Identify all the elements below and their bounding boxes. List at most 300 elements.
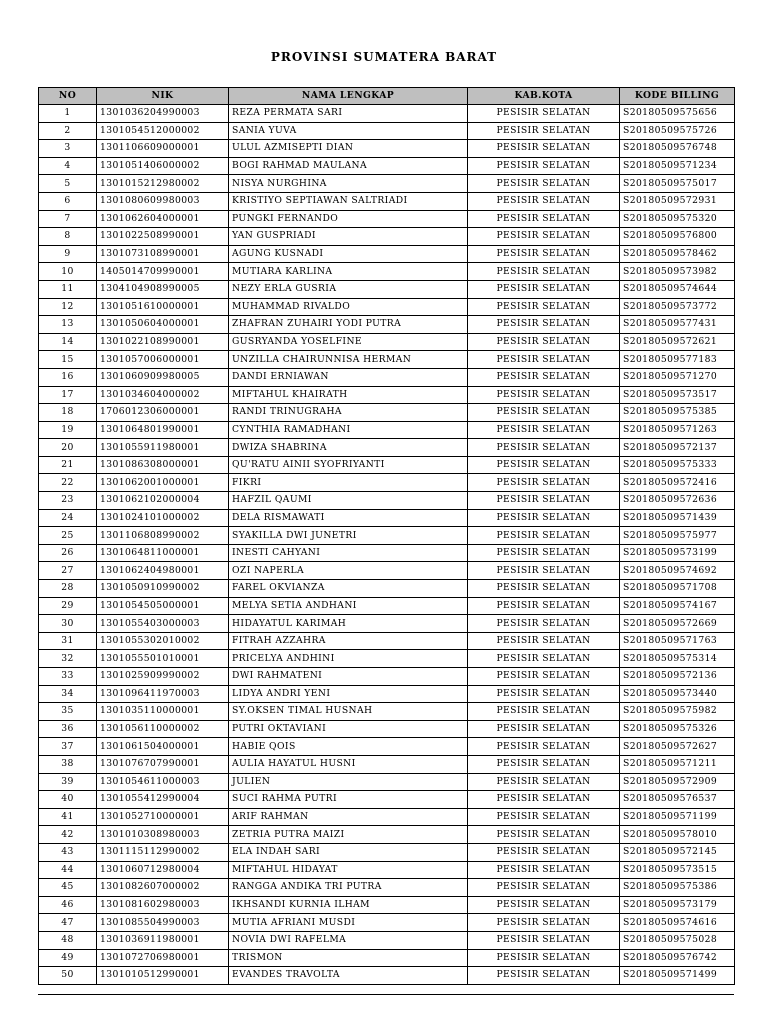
cell-kode-billing: S20180509575326 (620, 720, 735, 738)
table-row (39, 298, 735, 316)
cell-kode-billing: S20180509576742 (620, 949, 735, 967)
cell-kab-kota: PESISIR SELATAN (468, 562, 620, 580)
cell-name: ELA INDAH SARI (229, 843, 468, 861)
cell-no: 42 (39, 826, 97, 844)
cell-kode-billing: S20180509575656 (620, 105, 735, 123)
cell-kode-billing: S20180509571439 (620, 509, 735, 527)
cell-kab-kota: PESISIR SELATAN (468, 439, 620, 457)
cell-kab-kota: PESISIR SELATAN (468, 967, 620, 985)
cell-nik: 1301034604000002 (97, 386, 229, 404)
cell-nik: 1301073108990001 (97, 245, 229, 263)
cell-name: FIKRI (229, 474, 468, 492)
cell-kode-billing: S20180509574644 (620, 280, 735, 298)
table-row (39, 316, 735, 334)
cell-name: MELYA SETIA ANDHANI (229, 597, 468, 615)
cell-no: 29 (39, 597, 97, 615)
cell-name: AULIA HAYATUL HUSNI (229, 755, 468, 773)
cell-no: 38 (39, 755, 97, 773)
cell-kode-billing: S20180509572416 (620, 474, 735, 492)
cell-no: 14 (39, 333, 97, 351)
cell-kode-billing: S20180509575982 (620, 703, 735, 721)
cell-kab-kota: PESISIR SELATAN (468, 280, 620, 298)
table-row (39, 122, 735, 140)
cell-no: 10 (39, 263, 97, 281)
table-row (39, 386, 735, 404)
cell-name: BOGI RAHMAD MAULANA (229, 157, 468, 175)
cell-kode-billing: S20180509571263 (620, 421, 735, 439)
cell-name: NEZY ERLA GUSRIA (229, 280, 468, 298)
cell-no: 27 (39, 562, 97, 580)
cell-kode-billing: S20180509573517 (620, 386, 735, 404)
cell-nik: 1301064801990001 (97, 421, 229, 439)
cell-nik: 1301022108990001 (97, 333, 229, 351)
table-row (39, 931, 735, 949)
cell-nik: 1301060909980005 (97, 368, 229, 386)
cell-no: 30 (39, 615, 97, 633)
table-row (39, 192, 735, 210)
cell-kab-kota: PESISIR SELATAN (468, 298, 620, 316)
cell-name: FITRAH AZZAHRA (229, 632, 468, 650)
cell-name: EVANDES TRAVOLTA (229, 967, 468, 985)
table-body (39, 105, 735, 985)
cell-kode-billing: S20180509575028 (620, 931, 735, 949)
cell-kode-billing: S20180509571499 (620, 967, 735, 985)
cell-no: 35 (39, 703, 97, 721)
cell-nik: 1301055403000003 (97, 615, 229, 633)
cell-name: CYNTHIA RAMADHANI (229, 421, 468, 439)
cell-kab-kota: PESISIR SELATAN (468, 263, 620, 281)
table-row (39, 615, 735, 633)
cell-kode-billing: S20180509575726 (620, 122, 735, 140)
cell-no: 22 (39, 474, 97, 492)
cell-kode-billing: S20180509573199 (620, 544, 735, 562)
cell-kab-kota: PESISIR SELATAN (468, 122, 620, 140)
cell-nik: 1301035110000001 (97, 703, 229, 721)
cell-name: DWI RAHMATENI (229, 668, 468, 686)
cell-nik: 1301010512990001 (97, 967, 229, 985)
cell-name: DWIZA SHABRINA (229, 439, 468, 457)
cell-kab-kota: PESISIR SELATAN (468, 245, 620, 263)
cell-kab-kota: PESISIR SELATAN (468, 650, 620, 668)
cell-no: 19 (39, 421, 97, 439)
header-kab-kota: KAB.KOTA (468, 88, 620, 105)
cell-kab-kota: PESISIR SELATAN (468, 509, 620, 527)
cell-nik: 1301036911980001 (97, 931, 229, 949)
cell-nik: 1301015212980002 (97, 175, 229, 193)
cell-no: 9 (39, 245, 97, 263)
cell-name: AGUNG KUSNADI (229, 245, 468, 263)
table-row (39, 527, 735, 545)
cell-nik: 1301106808990002 (97, 527, 229, 545)
cell-no: 49 (39, 949, 97, 967)
cell-no: 6 (39, 192, 97, 210)
table-row (39, 439, 735, 457)
cell-kab-kota: PESISIR SELATAN (468, 544, 620, 562)
cell-kode-billing: S20180509578462 (620, 245, 735, 263)
cell-kode-billing: S20180509572621 (620, 333, 735, 351)
cell-name: HABIE QOIS (229, 738, 468, 756)
cell-nik: 1301036204990003 (97, 105, 229, 123)
table-row (39, 967, 735, 985)
table-row (39, 791, 735, 809)
cell-kode-billing: S20180509575385 (620, 404, 735, 422)
cell-no: 21 (39, 456, 97, 474)
cell-nik: 1301054512000002 (97, 122, 229, 140)
cell-nik: 1301052710000001 (97, 808, 229, 826)
cell-name: JULIEN (229, 773, 468, 791)
cell-nik: 1301060712980004 (97, 861, 229, 879)
cell-name: SUCI RAHMA PUTRI (229, 791, 468, 809)
cell-kode-billing: S20180509575017 (620, 175, 735, 193)
cell-no: 39 (39, 773, 97, 791)
cell-name: MUTIA AFRIANI MUSDI (229, 914, 468, 932)
header-name: NAMA LENGKAP (229, 88, 468, 105)
cell-no: 48 (39, 931, 97, 949)
cell-nik: 1405014709990001 (97, 263, 229, 281)
cell-nik: 1301050910990002 (97, 580, 229, 598)
cell-no: 40 (39, 791, 97, 809)
cell-no: 44 (39, 861, 97, 879)
cell-kode-billing: S20180509571211 (620, 755, 735, 773)
table-row (39, 456, 735, 474)
table-row (39, 210, 735, 228)
cell-kode-billing: S20180509572627 (620, 738, 735, 756)
cell-no: 2 (39, 122, 97, 140)
table-row (39, 720, 735, 738)
table-row (39, 368, 735, 386)
cell-nik: 1301054611000003 (97, 773, 229, 791)
cell-name: YAN GUSPRIADI (229, 228, 468, 246)
cell-name: GUSRYANDA YOSELFINE (229, 333, 468, 351)
cell-name: MIFTAHUL KHAIRATH (229, 386, 468, 404)
cell-name: DANDI ERNIAWAN (229, 368, 468, 386)
header-no: NO (39, 88, 97, 105)
table-row (39, 544, 735, 562)
cell-no: 45 (39, 879, 97, 897)
cell-kode-billing: S20180509571708 (620, 580, 735, 598)
cell-nik: 1301062102000004 (97, 492, 229, 510)
cell-kab-kota: PESISIR SELATAN (468, 949, 620, 967)
cell-kab-kota: PESISIR SELATAN (468, 808, 620, 826)
cell-nik: 1301055412990004 (97, 791, 229, 809)
cell-kab-kota: PESISIR SELATAN (468, 140, 620, 158)
table-row (39, 896, 735, 914)
cell-kode-billing: S20180509572636 (620, 492, 735, 510)
cell-kab-kota: PESISIR SELATAN (468, 175, 620, 193)
cell-kab-kota: PESISIR SELATAN (468, 597, 620, 615)
cell-kode-billing: S20180509573772 (620, 298, 735, 316)
cell-nik: 1706012306000001 (97, 404, 229, 422)
billing-table (38, 87, 735, 985)
cell-no: 16 (39, 368, 97, 386)
cell-kab-kota: PESISIR SELATAN (468, 456, 620, 474)
table-row (39, 421, 735, 439)
cell-name: SYAKILLA DWI JUNETRI (229, 527, 468, 545)
table-row (39, 562, 735, 580)
cell-name: DELA RISMAWATI (229, 509, 468, 527)
cell-name: PRICELYA ANDHINI (229, 650, 468, 668)
cell-kab-kota: PESISIR SELATAN (468, 474, 620, 492)
cell-kode-billing: S20180509574616 (620, 914, 735, 932)
cell-kab-kota: PESISIR SELATAN (468, 896, 620, 914)
cell-nik: 1301061504000001 (97, 738, 229, 756)
cell-name: IKHSANDI KURNIA ILHAM (229, 896, 468, 914)
cell-kode-billing: S20180509578010 (620, 826, 735, 844)
table-row (39, 245, 735, 263)
cell-kode-billing: S20180509576748 (620, 140, 735, 158)
cell-kab-kota: PESISIR SELATAN (468, 791, 620, 809)
cell-kab-kota: PESISIR SELATAN (468, 527, 620, 545)
cell-kode-billing: S20180509572137 (620, 439, 735, 457)
cell-nik: 1301051406000002 (97, 157, 229, 175)
cell-name: QU'RATU AINII SYOFRIYANTI (229, 456, 468, 474)
cell-no: 34 (39, 685, 97, 703)
cell-no: 46 (39, 896, 97, 914)
cell-no: 12 (39, 298, 97, 316)
cell-no: 43 (39, 843, 97, 861)
cell-kab-kota: PESISIR SELATAN (468, 720, 620, 738)
table-header-row (39, 88, 735, 105)
cell-nik: 1301022508990001 (97, 228, 229, 246)
cell-nik: 1301082607000002 (97, 879, 229, 897)
page-title: PROVINSI SUMATERA BARAT (270, 50, 498, 64)
cell-kab-kota: PESISIR SELATAN (468, 421, 620, 439)
cell-kode-billing: S20180509573982 (620, 263, 735, 281)
cell-nik: 1301106609000001 (97, 140, 229, 158)
cell-nik: 1301010308980003 (97, 826, 229, 844)
cell-name: PUTRI OKTAVIANI (229, 720, 468, 738)
cell-kode-billing: S20180509572669 (620, 615, 735, 633)
cell-kab-kota: PESISIR SELATAN (468, 615, 620, 633)
cell-name: PUNGKI FERNANDO (229, 210, 468, 228)
cell-kab-kota: PESISIR SELATAN (468, 668, 620, 686)
table-row (39, 843, 735, 861)
cell-name: ULUL AZMISEPTI DIAN (229, 140, 468, 158)
table-row (39, 949, 735, 967)
header-nik: NIK (97, 88, 229, 105)
cell-kode-billing: S20180509573515 (620, 861, 735, 879)
cell-kab-kota: PESISIR SELATAN (468, 738, 620, 756)
cell-nik: 1301055911980001 (97, 439, 229, 457)
cell-kab-kota: PESISIR SELATAN (468, 685, 620, 703)
table-row (39, 157, 735, 175)
cell-no: 11 (39, 280, 97, 298)
table-row (39, 509, 735, 527)
cell-kode-billing: S20180509574692 (620, 562, 735, 580)
table-row (39, 474, 735, 492)
cell-name: KRISTIYO SEPTIAWAN SALTRIADI (229, 192, 468, 210)
cell-name: TRISMON (229, 949, 468, 967)
cell-name: ARIF RAHMAN (229, 808, 468, 826)
table-row (39, 632, 735, 650)
cell-name: SANIA YUVA (229, 122, 468, 140)
cell-name: OZI NAPERLA (229, 562, 468, 580)
cell-kab-kota: PESISIR SELATAN (468, 368, 620, 386)
cell-kode-billing: S20180509576800 (620, 228, 735, 246)
cell-name: MIFTAHUL HIDAYAT (229, 861, 468, 879)
cell-name: HIDAYATUL KARIMAH (229, 615, 468, 633)
cell-nik: 1301062604000001 (97, 210, 229, 228)
cell-name: MUTIARA KARLINA (229, 263, 468, 281)
cell-kab-kota: PESISIR SELATAN (468, 931, 620, 949)
table-row (39, 685, 735, 703)
cell-nik: 1301080609980003 (97, 192, 229, 210)
cell-kab-kota: PESISIR SELATAN (468, 210, 620, 228)
cell-kab-kota: PESISIR SELATAN (468, 703, 620, 721)
cell-nik: 1301057006000001 (97, 351, 229, 369)
cell-kab-kota: PESISIR SELATAN (468, 773, 620, 791)
cell-kode-billing: S20180509571199 (620, 808, 735, 826)
cell-kab-kota: PESISIR SELATAN (468, 316, 620, 334)
cell-no: 7 (39, 210, 97, 228)
cell-name: REZA PERMATA SARI (229, 105, 468, 123)
cell-no: 32 (39, 650, 97, 668)
cell-name: RANGGA ANDIKA TRI PUTRA (229, 879, 468, 897)
cell-kode-billing: S20180509575333 (620, 456, 735, 474)
cell-no: 17 (39, 386, 97, 404)
cell-kab-kota: PESISIR SELATAN (468, 861, 620, 879)
cell-nik: 1301072706980001 (97, 949, 229, 967)
cell-no: 23 (39, 492, 97, 510)
cell-kab-kota: PESISIR SELATAN (468, 632, 620, 650)
cell-kab-kota: PESISIR SELATAN (468, 843, 620, 861)
cell-nik: 1301086308000001 (97, 456, 229, 474)
table-row (39, 492, 735, 510)
cell-kode-billing: S20180509571270 (620, 368, 735, 386)
table-row (39, 105, 735, 123)
table-row (39, 263, 735, 281)
cell-no: 18 (39, 404, 97, 422)
cell-kab-kota: PESISIR SELATAN (468, 105, 620, 123)
cell-no: 20 (39, 439, 97, 457)
table-row (39, 280, 735, 298)
cell-nik: 1301055501010001 (97, 650, 229, 668)
cell-name: ZETRIA PUTRA MAIZI (229, 826, 468, 844)
cell-nik: 1301085504990003 (97, 914, 229, 932)
cell-nik: 1304104908990005 (97, 280, 229, 298)
cell-kab-kota: PESISIR SELATAN (468, 333, 620, 351)
cell-no: 25 (39, 527, 97, 545)
table-row (39, 879, 735, 897)
cell-no: 33 (39, 668, 97, 686)
cell-nik: 1301062001000001 (97, 474, 229, 492)
cell-no: 50 (39, 967, 97, 985)
table-row (39, 826, 735, 844)
table-row (39, 333, 735, 351)
cell-kode-billing: S20180509571763 (620, 632, 735, 650)
cell-no: 8 (39, 228, 97, 246)
table-row (39, 738, 735, 756)
cell-no: 37 (39, 738, 97, 756)
cell-kab-kota: PESISIR SELATAN (468, 879, 620, 897)
cell-nik: 1301062404980001 (97, 562, 229, 580)
cell-kode-billing: S20180509571234 (620, 157, 735, 175)
cell-name: SY.OKSEN TIMAL HUSNAH (229, 703, 468, 721)
cell-nik: 1301064811000001 (97, 544, 229, 562)
table-row (39, 650, 735, 668)
cell-nik: 1301081602980003 (97, 896, 229, 914)
cell-name: HAFZIL QAUMI (229, 492, 468, 510)
cell-name: FAREL OKVIANZA (229, 580, 468, 598)
header-kode-billing: KODE BILLING (620, 88, 735, 105)
table-row (39, 703, 735, 721)
cell-kode-billing: S20180509573440 (620, 685, 735, 703)
table-row (39, 228, 735, 246)
cell-nik: 1301055302010002 (97, 632, 229, 650)
cell-kode-billing: S20180509573179 (620, 896, 735, 914)
cell-name: UNZILLA CHAIRUNNISA HERMAN (229, 351, 468, 369)
table-row (39, 808, 735, 826)
cell-no: 47 (39, 914, 97, 932)
cell-nik: 1301054505000001 (97, 597, 229, 615)
cell-name: NISYA NURGHINA (229, 175, 468, 193)
cell-kab-kota: PESISIR SELATAN (468, 192, 620, 210)
cell-kab-kota: PESISIR SELATAN (468, 386, 620, 404)
cell-name: ZHAFRAN ZUHAIRI YODI PUTRA (229, 316, 468, 334)
cell-name: INESTI CAHYANI (229, 544, 468, 562)
cell-kab-kota: PESISIR SELATAN (468, 404, 620, 422)
cell-no: 31 (39, 632, 97, 650)
table-row (39, 755, 735, 773)
cell-no: 36 (39, 720, 97, 738)
cell-no: 41 (39, 808, 97, 826)
cell-no: 5 (39, 175, 97, 193)
cell-kode-billing: S20180509575320 (620, 210, 735, 228)
cell-kode-billing: S20180509572136 (620, 668, 735, 686)
cell-kab-kota: PESISIR SELATAN (468, 914, 620, 932)
table-row (39, 580, 735, 598)
bottom-divider (38, 994, 734, 995)
cell-nik: 1301051610000001 (97, 298, 229, 316)
table-row (39, 914, 735, 932)
table-row (39, 175, 735, 193)
cell-no: 28 (39, 580, 97, 598)
cell-no: 3 (39, 140, 97, 158)
table-row (39, 140, 735, 158)
cell-kab-kota: PESISIR SELATAN (468, 580, 620, 598)
cell-kode-billing: S20180509572145 (620, 843, 735, 861)
cell-nik: 1301076707990001 (97, 755, 229, 773)
cell-kode-billing: S20180509575977 (620, 527, 735, 545)
cell-kab-kota: PESISIR SELATAN (468, 157, 620, 175)
table-row (39, 861, 735, 879)
cell-kab-kota: PESISIR SELATAN (468, 228, 620, 246)
table-row (39, 597, 735, 615)
table-row (39, 773, 735, 791)
cell-kab-kota: PESISIR SELATAN (468, 755, 620, 773)
cell-no: 1 (39, 105, 97, 123)
cell-kode-billing: S20180509575386 (620, 879, 735, 897)
cell-name: LIDYA ANDRI YENI (229, 685, 468, 703)
cell-nik: 1301050604000001 (97, 316, 229, 334)
cell-kab-kota: PESISIR SELATAN (468, 351, 620, 369)
cell-nik: 1301025909990002 (97, 668, 229, 686)
cell-nik: 1301115112990002 (97, 843, 229, 861)
cell-nik: 1301056110000002 (97, 720, 229, 738)
cell-nik: 1301024101000002 (97, 509, 229, 527)
cell-name: MUHAMMAD RIVALDO (229, 298, 468, 316)
cell-kode-billing: S20180509577431 (620, 316, 735, 334)
cell-kab-kota: PESISIR SELATAN (468, 492, 620, 510)
cell-name: NOVIA DWI RAFELMA (229, 931, 468, 949)
cell-no: 13 (39, 316, 97, 334)
cell-kode-billing: S20180509574167 (620, 597, 735, 615)
cell-no: 26 (39, 544, 97, 562)
cell-kode-billing: S20180509572931 (620, 192, 735, 210)
cell-kode-billing: S20180509572909 (620, 773, 735, 791)
cell-no: 15 (39, 351, 97, 369)
cell-no: 24 (39, 509, 97, 527)
